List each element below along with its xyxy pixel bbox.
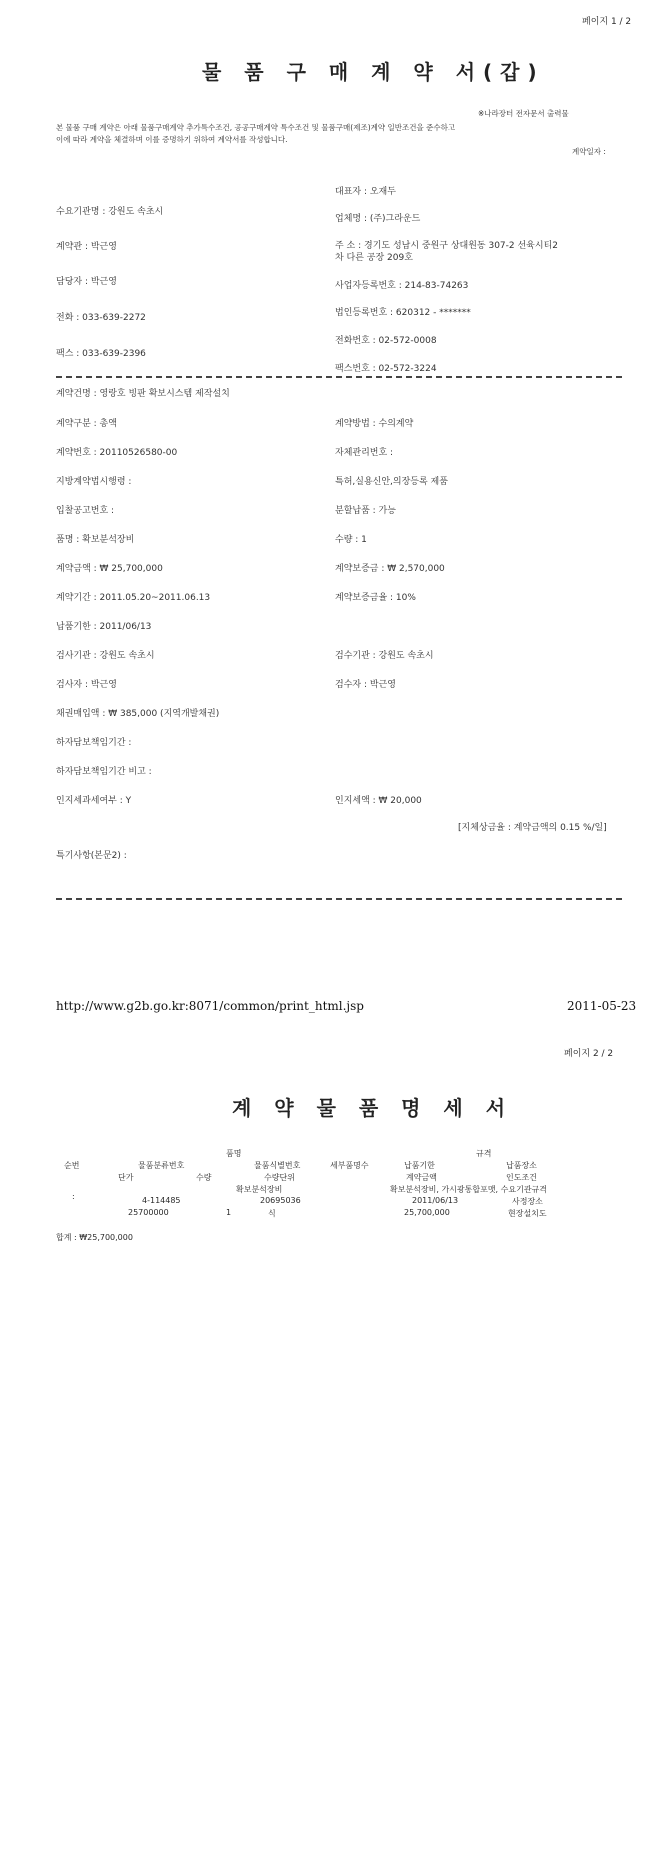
item-seq-marker: : <box>72 1192 75 1201</box>
header-unit-price: 단가 <box>118 1173 134 1182</box>
header-seq: 순번 <box>64 1161 80 1170</box>
page-title: 계 약 물 품 명 세 서 <box>232 1096 514 1120</box>
detail-right: 분할납품 : 가능 <box>335 506 396 516</box>
supplier-address-2: 차 다른 공장 209호 <box>335 253 413 263</box>
penalty-rate: [지체상금율 : 계약금액의 0.15 %/일] <box>458 823 607 833</box>
buyer-officer: 계약관 : 박근영 <box>56 242 117 252</box>
detail-right: 검수기관 : 강원도 속초시 <box>335 651 434 661</box>
detail-right: 계약보증금 : ₩ 2,570,000 <box>335 564 445 574</box>
detail-right: 특허,실용신안,의장등록 제품 <box>335 477 448 487</box>
page-title: 물 품 구 매 계 약 서(갑) <box>202 60 545 84</box>
contract-name: 계약건명 : 영랑호 빙판 확보시스템 제작설치 <box>56 389 230 399</box>
item-unit: 식 <box>268 1209 276 1218</box>
item-amount: 25,700,000 <box>404 1208 450 1217</box>
detail-left: 채권매입액 : ₩ 385,000 (지역개발채권) <box>56 709 220 719</box>
header-delivery: 납품기한 <box>404 1161 435 1170</box>
special-terms: 특기사항(본문2) : <box>56 851 127 861</box>
page-number: 페이지 1 / 2 <box>582 17 632 27</box>
divider <box>56 376 622 378</box>
item-unit-price: 25700000 <box>128 1208 169 1217</box>
page-number: 페이지 2 / 2 <box>564 1049 614 1059</box>
item-itemno: 20695036 <box>260 1196 301 1205</box>
item-place: 사정장소 <box>512 1197 543 1206</box>
supplier-resident-no: 법인등록번호 : 620312 - ******* <box>335 308 471 318</box>
footer-url: http://www.g2b.go.kr:8071/common/print_html.jsp <box>56 999 364 1013</box>
buyer-phone: 전화 : 033-639-2272 <box>56 313 146 323</box>
buyer-fax: 팩스 : 033-639-2396 <box>56 349 146 359</box>
detail-right: 계약방법 : 수의계약 <box>335 419 414 429</box>
detail-right: 계약보증금율 : 10% <box>335 593 416 603</box>
header-cond: 인도조건 <box>506 1173 537 1182</box>
intro-text: 이에 따라 계약을 체결하며 이를 증명하기 위하여 계약서를 작성합니다. <box>56 135 288 144</box>
item-delivery: 2011/06/13 <box>412 1196 459 1205</box>
detail-left: 계약기간 : 2011.05.20~2011.06.13 <box>56 593 211 603</box>
header-classno: 물품분류번호 <box>138 1161 185 1170</box>
supplier-phone: 전화번호 : 02-572-0008 <box>335 336 437 346</box>
supplier-ceo: 대표자 : 오재두 <box>335 187 396 197</box>
detail-left: 하자담보책임기간 비고 : <box>56 767 152 777</box>
detail-left: 인지세과세여부 : Y <box>56 796 132 806</box>
header-itemno: 물품식별번호 <box>254 1161 301 1170</box>
supplier-business-no: 사업자등록번호 : 214-83-74263 <box>335 281 469 291</box>
detail-left: 계약번호 : 20110526580-00 <box>56 448 178 458</box>
detail-left: 검사자 : 박근영 <box>56 680 117 690</box>
detail-left: 계약구분 : 총액 <box>56 419 117 429</box>
detail-right: 수량 : 1 <box>335 535 367 545</box>
supplier-fax: 팩스번호 : 02-572-3224 <box>335 364 437 374</box>
intro-text: 본 물품 구매 계약은 아래 물품구매계약 추가특수조건, 공공구매계약 특수조건 및 물품구매(제조)계약 일반조건을 준수하고 <box>56 123 456 132</box>
header-unit: 수량단위 <box>264 1173 295 1182</box>
item-classno: 4-114485 <box>142 1196 181 1205</box>
detail-left: 검사기관 : 강원도 속초시 <box>56 651 155 661</box>
detail-left: 품명 : 확보분석장비 <box>56 535 135 545</box>
detail-right: 검수자 : 박근영 <box>335 680 396 690</box>
header-amount: 계약금액 <box>406 1173 437 1182</box>
total-amount: 합계 : ₩25,700,000 <box>56 1233 133 1242</box>
detail-left: 하자담보책임기간 : <box>56 738 132 748</box>
detail-left: 지방계약법시행령 : <box>56 477 132 487</box>
buyer-manager: 담당자 : 박근영 <box>56 277 117 287</box>
header-product: 품명 <box>226 1149 242 1158</box>
divider <box>56 898 622 900</box>
item-spec: 확보분석장비, 가시광통합포맷, 수요기관규격 <box>390 1185 548 1194</box>
supplier-address: 주 소 : 경기도 성남시 중원구 상대원동 307-2 선육시티2 <box>335 241 558 251</box>
item-cond: 현장설치도 <box>508 1209 547 1218</box>
item-name: 확보분석장비 <box>236 1185 283 1194</box>
detail-left: 입찰공고번호 : <box>56 506 115 516</box>
detail-left: 납품기한 : 2011/06/13 <box>56 622 152 632</box>
supplier-company: 업체명 : (주)그라운드 <box>335 214 421 224</box>
header-spec: 규격 <box>476 1149 492 1158</box>
header-place: 납품장소 <box>506 1161 537 1170</box>
detail-right: 인지세액 : ₩ 20,000 <box>335 796 422 806</box>
contract-date-label: 계약일자 : <box>572 147 606 156</box>
header-detail: 세부품명수 <box>330 1161 369 1170</box>
detail-right: 자체관리번호 : <box>335 448 394 458</box>
header-qty: 수량 <box>196 1173 212 1182</box>
detail-left: 계약금액 : ₩ 25,700,000 <box>56 564 163 574</box>
footer-date: 2011-05-23 <box>567 999 637 1013</box>
top-note: ※나라장터 전자문서 출력물 <box>478 109 569 118</box>
item-qty: 1 <box>226 1208 232 1217</box>
buyer-agency: 수요기관명 : 강원도 속초시 <box>56 207 164 217</box>
